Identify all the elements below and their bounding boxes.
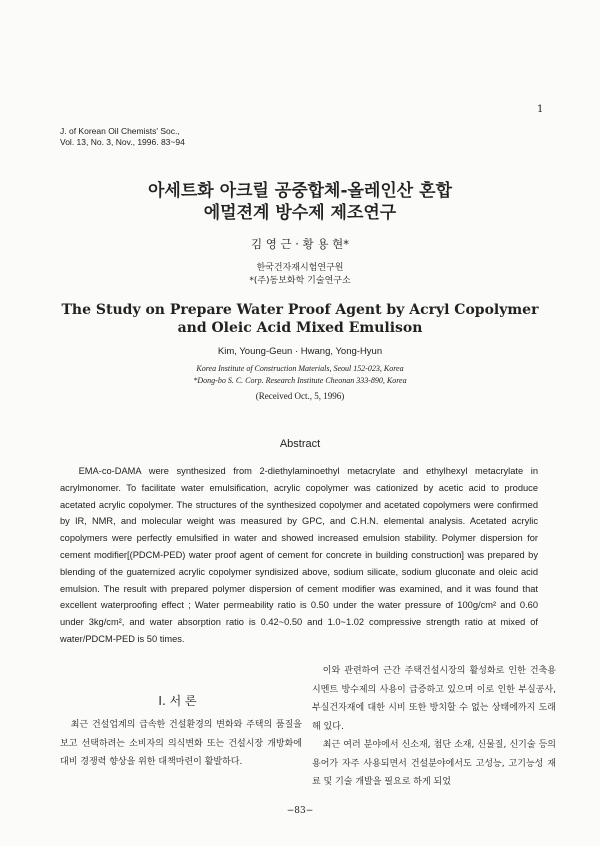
journal-citation	[60, 126, 185, 148]
affiliations-english	[0, 363, 600, 386]
abstract-text: EMA-co-DAMA were synthesized from 2-diethylaminoethyl metacrylate and ethylhexyl metacrylate in acrylmonomer. To facilitate water emulsification, acrylic copolymer was cationized by acetic acid to produce acetated acrylic copolymer. The structures of the synthesized copolymer and acetated copolymers were confirmed by IR, NMR, and molecular weight was measured by GPC, and C.H.N. elemental analysis. Acetated acrylic copolymers were perfectly emulsified in water and showed increased emulsion stability. Polymer dispersion for cement modifier[(PDCM-PED) water proof agent of cement for concrete in building construction] was prepared by blending of the guaternized acrylic copolymer syndisized above, sodium silicate, sodium gluconate and oleic acid emulsion. The result with prepared polymer dispersion of cement modifier was examined, and it was found that excellent waterproofing effect ; Water permeability ratio is 0.50 under the water pressure of 100g/cm² and 0.60 under 3kg/cm², and water absorption ratio is 0.42~0.50 and 1.0~1.02 compressive strength ratio at mixed of water/PDCM-PED is 50 times.	[60, 466, 538, 644]
journal-line-2: Vol. 13, No. 3, Nov., 1996. 83~94	[60, 137, 185, 147]
abstract-heading: Abstract	[279, 438, 321, 450]
title-korean-line-1: 아세트화 아크릴 공중합체-올레인산 혼합	[148, 181, 452, 201]
right-column	[312, 662, 556, 792]
intro-paragraph-2: 이와 관련하여 근간 주택건설시장의 활성화로 인한 건축용 시멘트 방수제의 사용이 급증하고 있으며 이로 인한 부실공사, 부실건자재에 대한 시비 또한 방치할 수 없는 상태에까지 도래해 있다.	[312, 666, 556, 732]
title-english-line-2: and Oleic Acid Mixed Emulison	[177, 320, 423, 336]
left-column	[60, 716, 302, 772]
intro-paragraph-1: 최근 건설업계의 급속한 건설환경의 변화와 주택의 품질을 보고 선택하려는 소비자의 의식변화 또는 건설시장 개방화에 대비 경쟁력 향상을 위한 대책마련이 활발하다.	[60, 720, 302, 767]
authors-english: Kim, Young-Geun · Hwang, Yong-Hyun	[217, 346, 383, 357]
affiliations-korean	[0, 262, 600, 288]
authors-korean: 김 영 근 · 황 용 현*	[251, 237, 349, 251]
affiliation-english-2: *Dong-bo S. C. Corp. Research Institute Cheonan 333-890, Korea	[193, 375, 407, 385]
title-english	[0, 301, 600, 337]
intro-paragraph-3: 최근 여러 분야에서 신소재, 첨단 소재, 신물질, 신기술 등의 용어가 자주 사용되면서 건설분야에서도 고성능, 고기능성 재료 및 기술 개발을 필요로 하게 되었	[312, 740, 556, 787]
page-footer-number: −83−	[286, 806, 314, 816]
page-number: 1	[537, 104, 544, 115]
abstract-body	[60, 463, 538, 648]
section-heading-introduction: I. 서 론	[158, 694, 197, 708]
title-korean-line-2: 에멀젼계 방수제 제조연구	[203, 203, 397, 223]
received-date: (Received Oct., 5, 1996)	[255, 391, 345, 401]
title-korean	[0, 180, 600, 224]
title-english-line-1: The Study on Prepare Water Proof Agent by Acryl Copolymer	[61, 302, 539, 318]
journal-line-1: J. of Korean Oil Chemists' Soc.,	[60, 126, 180, 136]
affiliation-korean-1: 한국건자재시험연구원	[256, 263, 344, 273]
affiliation-english-1: Korea Institute of Construction Materials, Seoul 152-023, Korea	[196, 364, 404, 373]
affiliation-korean-2: *(주)동보화학 기술연구소	[249, 276, 351, 286]
